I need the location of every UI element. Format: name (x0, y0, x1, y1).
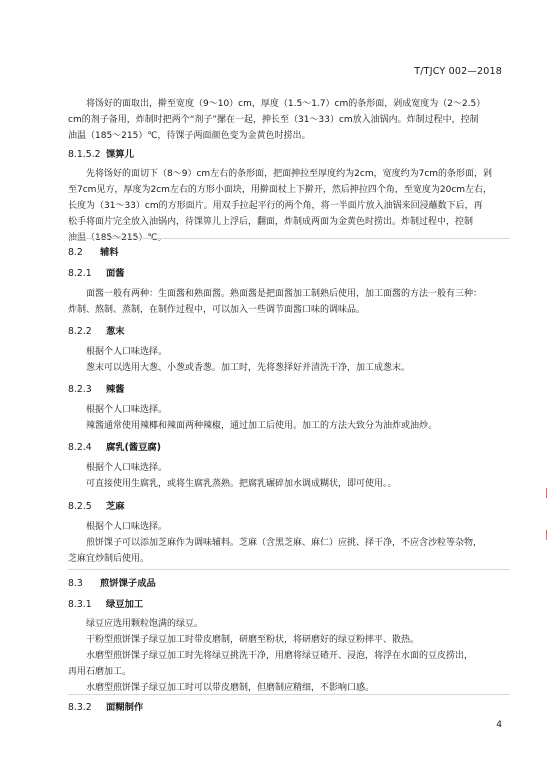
section-divider (68, 238, 510, 239)
section-number: 8.2.4 (68, 442, 92, 453)
text-line: 可直接使用生腐乳，或将生腐乳蒸熟。把腐乳碾碎加水调成糊状，即可使用。。 (86, 479, 397, 489)
section-number: 8.2.1 (68, 268, 92, 279)
section-title: 腐乳(酱豆腐) (106, 442, 161, 453)
section-number: 8.3 (68, 578, 83, 589)
text-line: 松手将面片完全放入油锅内，待馃箅儿上浮后，翻面，炸制成两面为金黄色时捞出。炸制过程中，控制 (68, 217, 474, 227)
section-divider (68, 569, 510, 570)
section-title: 绿豆加工 (106, 599, 144, 610)
section-heading-8-3-2 (68, 699, 143, 713)
text-line: 油温（185～215）℃，待馃子两面颜色变为金黄色时捞出。 (68, 131, 311, 141)
section-number: 8.1.5.2 (68, 149, 101, 160)
section-8-2-1-body (68, 286, 510, 318)
section-number: 8.2.3 (68, 384, 92, 395)
section-divider (68, 694, 510, 695)
section-heading-8-2-5 (68, 498, 125, 512)
text-line: 先将饧好的面切下（8～9）cm左右的条形面，把面抻拉至厚度约为2cm，宽度约为7cm的条形面，剁 (86, 169, 493, 179)
section-number: 8.3.2 (68, 702, 92, 713)
section-number: 8.2.2 (68, 326, 92, 337)
text-line: 至7cm见方，厚度为2cm左右的方形小面块，用擀面杖上下擀开，然后抻拉四个角，至宽度为20cm左右， (68, 185, 493, 195)
section-8-1-5-2-body (68, 166, 510, 246)
section-heading-8-2-3 (68, 381, 125, 395)
section-heading-8-2-1 (68, 265, 125, 279)
text-line: 将饧好的面取出，擀至宽度（9～10）cm，厚度（1.5～1.7）cm的条形面，剁成宽度为（2～2.5） (86, 99, 486, 109)
text-line: 绿豆应选用颗粒饱满的绿豆。 (86, 619, 204, 629)
section-heading-8-2-4 (68, 439, 161, 453)
text-line: 根据个人口味选择。 (86, 347, 168, 357)
text-line: 水磨型煎饼馃子绿豆加工时可以带皮磨制，但磨制应精细，不影响口感。 (86, 683, 375, 693)
text-line: 芝麻宜炒制后使用。 (68, 554, 150, 564)
text-line: 水磨型煎饼馃子绿豆加工时先将绿豆挑洗干净，用磨将绿豆碴开、浸泡，将浮在水面的豆皮捞出， (86, 651, 474, 661)
text-line: 根据个人口味选择。 (86, 405, 168, 415)
section-title: 面糊制作 (106, 702, 144, 713)
section-heading-8-2-2 (68, 323, 125, 337)
section-heading-8-1-5-2 (68, 146, 134, 160)
section-number: 8.3.1 (68, 599, 92, 610)
section-title: 芝麻 (106, 501, 125, 512)
text-line: 根据个人口味选择。 (86, 522, 168, 532)
section-heading-8-3-1 (68, 596, 143, 610)
intro-paragraph (68, 96, 510, 144)
section-8-2-5-body (68, 519, 510, 567)
text-line: cm的剂子备用，炸制时把两个“剂子”摞在一起，抻长至（31～33）cm放入油锅内。炸制过程中，控制 (68, 115, 479, 125)
section-heading-8-3 (68, 575, 156, 589)
section-title: 面酱 (106, 268, 125, 279)
section-8-2-3-body (68, 402, 510, 434)
section-title: 葱末 (106, 326, 125, 337)
text-line: 干粉型煎饼馃子绿豆加工时带皮磨制，研磨至粉状，将研磨好的绿豆粉摔平、散热。 (86, 635, 420, 645)
page-number: 4 (496, 720, 502, 730)
edge-mark (541, 488, 547, 498)
section-title: 辅料 (100, 247, 119, 258)
text-line: 长度为（31～33）cm的方形面片。用双手拉起平行的两个角，将一半面片放入油锅来回浸蘸数下后，再 (68, 201, 483, 211)
section-8-2-4-body (68, 460, 510, 492)
text-line: 再用石磨加工。 (68, 667, 132, 677)
section-heading-8-2 (68, 244, 119, 258)
text-line: 煎饼馃子可以添加芝麻作为调味辅料。芝麻（含黑芝麻、麻仁）应挑、择干净，不应含沙粒等杂物， (86, 538, 483, 548)
document-code: T/TJCY 002—2018 (414, 66, 502, 77)
section-number: 8.2.5 (68, 501, 92, 512)
text-line: 根据个人口味选择。 (86, 463, 168, 473)
text-line: 辣酱通常使用辣椰和辣面两种辣椒，通过加工后使用。加工的方法大致分为油炸或油炒。 (86, 421, 438, 431)
text-line: 油温（185～215）℃。 (68, 233, 167, 243)
section-number: 8.2 (68, 247, 83, 258)
section-8-2-2-body (68, 344, 510, 376)
text-line: 面酱一般有两种：生面酱和熟面酱。熟面酱是把面酱加工制熟后使用，加工面酱的方法一般有三种： (86, 289, 483, 299)
section-title: 辣酱 (106, 384, 125, 395)
text-line: 炸制、熬制、蒸制，在制作过程中，可以加入一些调节面酱口味的调味品。 (68, 305, 366, 315)
edge-mark (541, 530, 547, 540)
section-title: 馃箅儿 (106, 149, 134, 160)
text-line: 葱末可以选用大葱、小葱或香葱。加工时，先将葱择好并清洗干净，加工成葱末。 (86, 363, 411, 373)
section-title: 煎饼馃子成品 (100, 578, 156, 589)
section-8-3-1-body (68, 616, 510, 696)
